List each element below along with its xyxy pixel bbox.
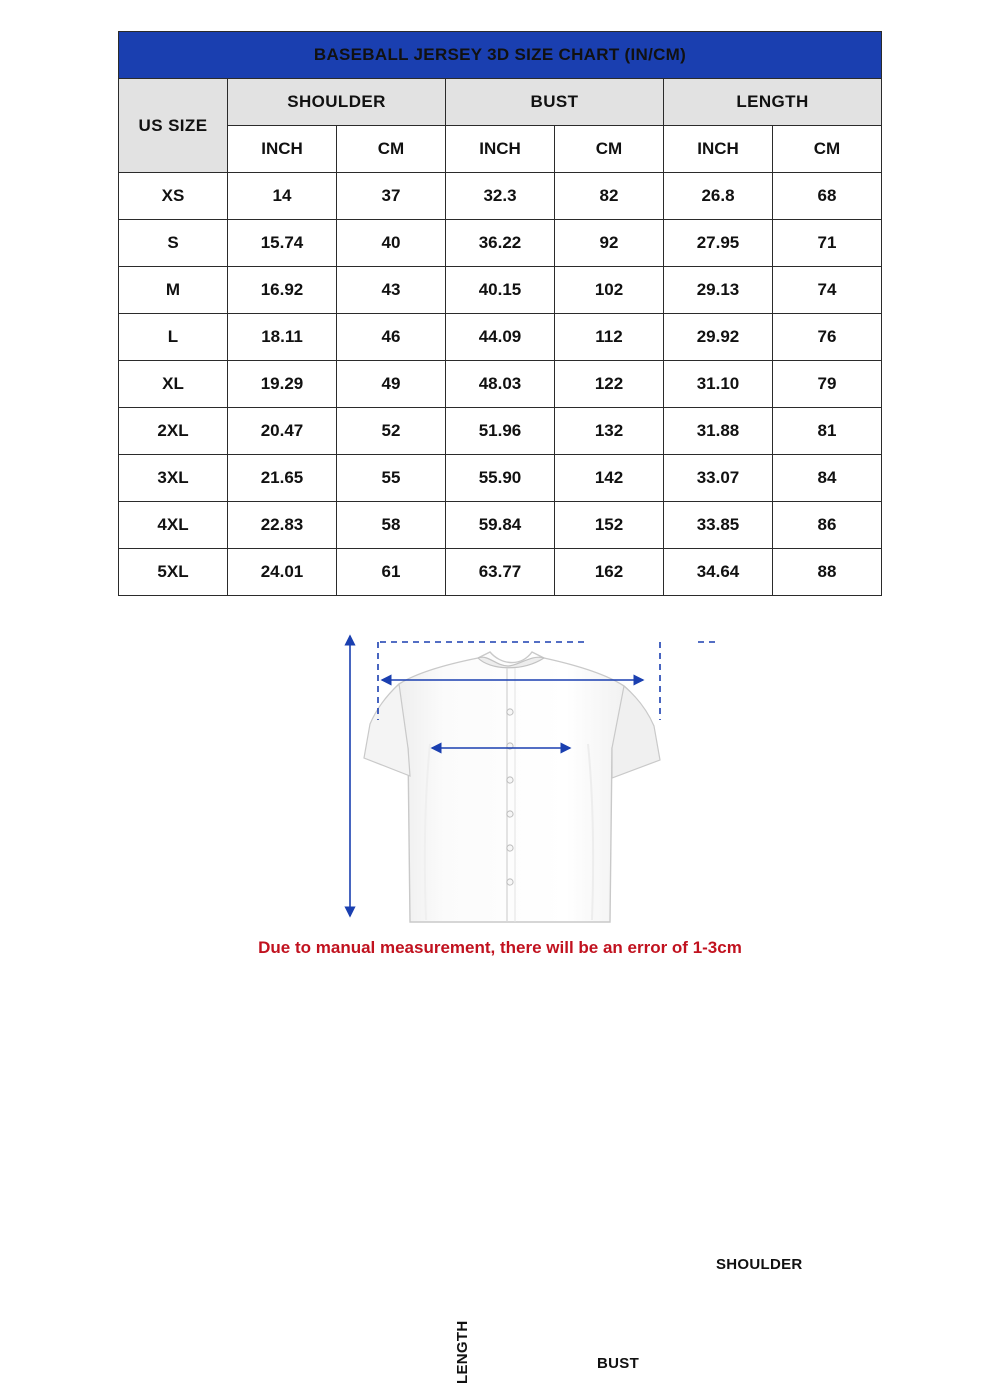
column-header-us-size: US SIZE (119, 79, 228, 173)
jersey-diagram-svg (118, 624, 882, 924)
cell-shoulder-cm: 46 (337, 314, 446, 361)
cell-bust-inch: 36.22 (446, 220, 555, 267)
label-length: LENGTH (454, 1320, 471, 1384)
table-row (119, 549, 882, 596)
table-row (119, 408, 882, 455)
cell-bust-cm: 142 (555, 455, 664, 502)
column-header-bust: BUST (446, 79, 664, 126)
cell-bust-inch: 44.09 (446, 314, 555, 361)
cell-length-cm: 79 (773, 361, 882, 408)
cell-length-inch: 33.07 (664, 455, 773, 502)
cell-bust-cm: 132 (555, 408, 664, 455)
cell-size: L (119, 314, 228, 361)
cell-length-cm: 86 (773, 502, 882, 549)
cell-length-inch: 29.92 (664, 314, 773, 361)
cell-size: 5XL (119, 549, 228, 596)
table-row (119, 502, 882, 549)
cell-size: M (119, 267, 228, 314)
cell-size: XS (119, 173, 228, 220)
cell-shoulder-cm: 61 (337, 549, 446, 596)
page-title: BASEBALL JERSEY 3D SIZE CHART (IN/CM) (119, 32, 882, 79)
cell-length-cm: 88 (773, 549, 882, 596)
cell-bust-inch: 32.3 (446, 173, 555, 220)
unit-bust-cm: CM (555, 126, 664, 173)
cell-shoulder-cm: 49 (337, 361, 446, 408)
cell-size: S (119, 220, 228, 267)
cell-shoulder-inch: 20.47 (228, 408, 337, 455)
cell-bust-cm: 122 (555, 361, 664, 408)
jersey-body-shape (364, 652, 660, 922)
cell-bust-cm: 152 (555, 502, 664, 549)
cell-shoulder-inch: 14 (228, 173, 337, 220)
cell-bust-cm: 92 (555, 220, 664, 267)
cell-length-cm: 68 (773, 173, 882, 220)
cell-length-cm: 74 (773, 267, 882, 314)
cell-length-cm: 84 (773, 455, 882, 502)
size-chart-table (118, 31, 882, 596)
cell-shoulder-inch: 19.29 (228, 361, 337, 408)
cell-shoulder-inch: 18.11 (228, 314, 337, 361)
cell-shoulder-inch: 21.65 (228, 455, 337, 502)
table-row (119, 173, 882, 220)
cell-length-inch: 26.8 (664, 173, 773, 220)
cell-shoulder-cm: 55 (337, 455, 446, 502)
cell-length-inch: 27.95 (664, 220, 773, 267)
cell-bust-cm: 82 (555, 173, 664, 220)
label-shoulder: SHOULDER (716, 1256, 803, 1273)
unit-header-row (119, 126, 882, 173)
table-row (119, 455, 882, 502)
column-header-shoulder: SHOULDER (228, 79, 446, 126)
cell-bust-cm: 102 (555, 267, 664, 314)
cell-size: 2XL (119, 408, 228, 455)
cell-shoulder-cm: 43 (337, 267, 446, 314)
cell-size: XL (119, 361, 228, 408)
cell-size: 3XL (119, 455, 228, 502)
chart-title-row (119, 32, 882, 79)
column-header-length: LENGTH (664, 79, 882, 126)
cell-bust-cm: 112 (555, 314, 664, 361)
unit-length-cm: CM (773, 126, 882, 173)
cell-length-inch: 31.10 (664, 361, 773, 408)
size-chart-table-wrapper (118, 31, 882, 596)
cell-length-cm: 76 (773, 314, 882, 361)
table-row (119, 361, 882, 408)
unit-length-inch: INCH (664, 126, 773, 173)
unit-bust-inch: INCH (446, 126, 555, 173)
cell-bust-cm: 162 (555, 549, 664, 596)
cell-length-inch: 31.88 (664, 408, 773, 455)
measurement-disclaimer: Due to manual measurement, there will be an error of 1-3cm (258, 938, 742, 957)
cell-bust-inch: 55.90 (446, 455, 555, 502)
cell-length-cm: 81 (773, 408, 882, 455)
cell-shoulder-inch: 15.74 (228, 220, 337, 267)
label-bust: BUST (597, 1355, 640, 1372)
cell-shoulder-inch: 22.83 (228, 502, 337, 549)
cell-bust-inch: 51.96 (446, 408, 555, 455)
cell-shoulder-cm: 58 (337, 502, 446, 549)
table-row (119, 267, 882, 314)
unit-shoulder-cm: CM (337, 126, 446, 173)
group-header-row (119, 79, 882, 126)
cell-shoulder-cm: 40 (337, 220, 446, 267)
cell-length-inch: 34.64 (664, 549, 773, 596)
unit-shoulder-inch: INCH (228, 126, 337, 173)
cell-length-inch: 29.13 (664, 267, 773, 314)
cell-shoulder-inch: 16.92 (228, 267, 337, 314)
cell-length-cm: 71 (773, 220, 882, 267)
cell-bust-inch: 59.84 (446, 502, 555, 549)
table-row (119, 314, 882, 361)
cell-shoulder-cm: 37 (337, 173, 446, 220)
table-row (119, 220, 882, 267)
cell-bust-inch: 63.77 (446, 549, 555, 596)
cell-shoulder-cm: 52 (337, 408, 446, 455)
cell-size: 4XL (119, 502, 228, 549)
cell-length-inch: 33.85 (664, 502, 773, 549)
cell-shoulder-inch: 24.01 (228, 549, 337, 596)
cell-bust-inch: 48.03 (446, 361, 555, 408)
cell-bust-inch: 40.15 (446, 267, 555, 314)
